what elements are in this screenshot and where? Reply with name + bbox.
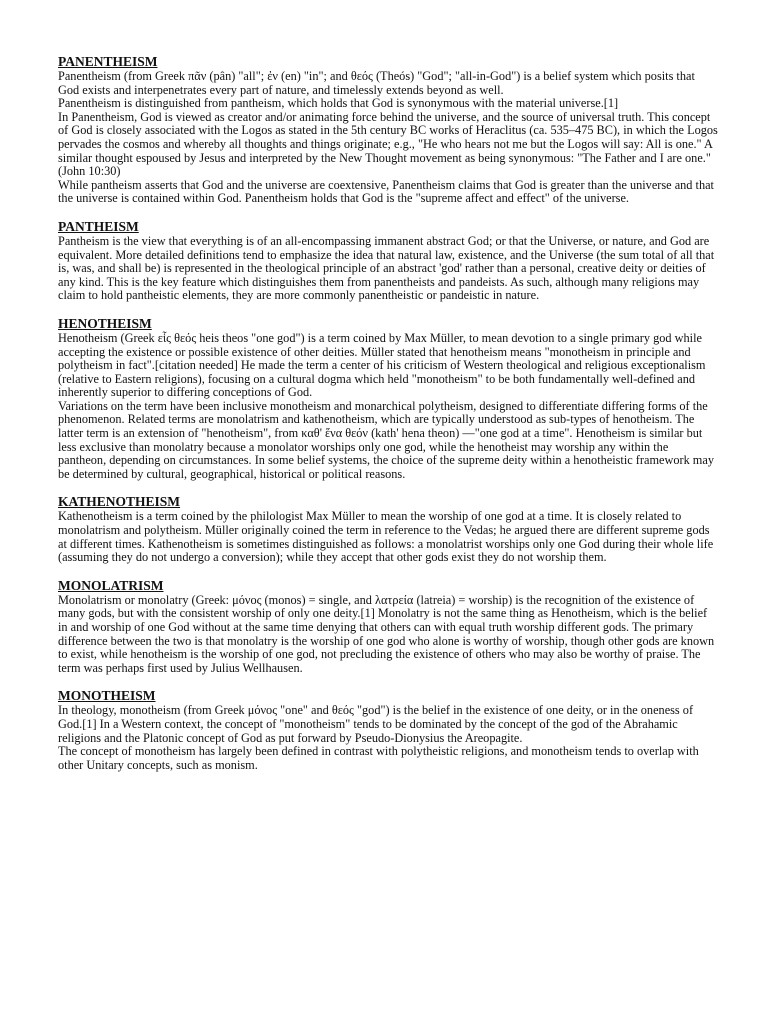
section-monotheism (58, 688, 718, 772)
section-heading: KATHENOTHEISM (58, 494, 181, 510)
section-panentheism (58, 54, 718, 206)
section-pantheism (58, 219, 718, 303)
paragraph: Panentheism (from Greek πᾶν (pân) "all"; ἐν (en) "in"; and θεός (Theós) "God"; "all-in-God") is a belief system which posits that God exists and interpenetrates every part of nature, and timelessly extends beyond as well. (58, 69, 695, 97)
paragraph: While pantheism asserts that God and the universe are coextensive, Panentheism claims that God is greater than the universe and that the universe is contained within God. Panentheism holds that God is the "supreme affect and effect" of the universe. (58, 177, 714, 206)
paragraph: In Panentheism, God is viewed as creator and/or animating force behind the universe, and the source of universal truth. This concept of God is closely associated with the Logos as stated in the 5th century BC works of Heraclitus (ca. 535–475 BC), in which the Logos pervades the cosmos and whereby all thoughts and things originate; e.g., "He who hears not me but the Logos will say: All is one." A similar thought espoused by Jesus and interpreted by the New Thought movement as being synonymous: "The Father and I are one." (John 10:30) (58, 109, 718, 179)
paragraph: Panentheism is distinguished from pantheism, which holds that God is synonymous with the material universe.[1] (58, 96, 619, 111)
section-heading: MONOLATRISM (58, 577, 164, 593)
paragraph: Kathenotheism is a term coined by the philologist Max Müller to mean the worship of one god at a time. It is closely related to monolatrism and polytheism. Müller originally coined the term in reference to the Vedas; he argued there are different supreme gods at different times. Kathenotheism is sometimes distinguished as follows: a monolatrist worships only one God during their whole life (assuming they do not undergo a conversion); while they accept that other gods exist they do not worship them. (58, 509, 714, 565)
section-heading: MONOTHEISM (58, 688, 156, 704)
section-kathenotheism (58, 494, 718, 564)
paragraph: Monolatrism or monolatry (Greek: μόνος (monos) = single, and λατρεία (latreia) = worship) is the recognition of the existence of many gods, but with the consistent worship of only one deity.[1] Monolatry is not the same thing as Henotheism, which is the belief in and worship of one God without at the same time denying that others can with equal truth worship different gods. The primary difference between the two is that monolatry is the worship of one god who alone is worthy of worship, though other gods are known to exist, while henotheism is the worship of one god, not precluding the existence of others who may also be worthy of praise. The term was perhaps first used by Julius Wellhausen. (58, 592, 715, 675)
paragraph: The concept of monotheism has largely been defined in contrast with polytheistic religions, and monotheism tends to overlap with other Unitary concepts, such as monism. (58, 744, 699, 772)
section-monolatrism (58, 578, 718, 676)
section-henotheism (58, 316, 718, 482)
section-heading: PANTHEISM (58, 218, 139, 234)
paragraph: In theology, monotheism (from Greek μόνος "one" and θεός "god") is the belief in the existence of one deity, or in the oneness of God.[1] In a Western context, the concept of "monotheism" tends to be dominated by the concept of the god of the Abrahamic religions and the Platonic concept of God as put forward by Pseudo-Dionysius the Areopagite. (58, 703, 694, 745)
paragraph: Variations on the term have been inclusive monotheism and monarchical polytheism, designed to differentiate differing forms of the phenomenon. Related terms are monolatrism and kathenotheism, which are typically understood as sub-types of henotheism. The latter term is an extension of "henotheism", from καθ' ἕνα θεόν (kath' hena theon) —"one god at a time". Henotheism is similar but less exclusive than monolatry because a monolator worships only one god, while the henotheist may worship any within the pantheon, depending on circumstances. In some belief systems, the choice of the supreme deity within a henotheistic framework may be determined by cultural, geographical, historical or political reasons. (58, 398, 714, 481)
paragraph: Henotheism (Greek εἷς θεός heis theos "one god") is a term coined by Max Müller, to mean devotion to a single primary god while accepting the existence or possible existence of other deities. Müller stated that henotheism means "monotheism in principle and polytheism in fact".[citation needed] He made the term a center of his criticism of Western theological and religious exceptionalism (relative to Eastern religions), focusing on a cultural dogma which held "monotheism" to be both fundamentally well-defined and inherently superior to differing conceptions of God. (58, 330, 706, 400)
section-heading: HENOTHEISM (58, 315, 152, 331)
section-heading: PANENTHEISM (58, 54, 158, 69)
document-page (58, 54, 718, 785)
paragraph: Pantheism is the view that everything is of an all-encompassing immanent abstract God; or that the Universe, or nature, and God are equivalent. More detailed definitions tend to emphasize the idea that natural law, existence, and the Universe (the sum total of all that is, was, and shall be) is represented in the theological principle of an abstract 'god' rather than a personal, creative deity or deities of any kind. This is the key feature which distinguishes them from panentheists and pandeists. As such, although many religions may claim to hold pantheistic elements, they are more commonly panentheistic or pandeistic in nature. (58, 233, 715, 303)
